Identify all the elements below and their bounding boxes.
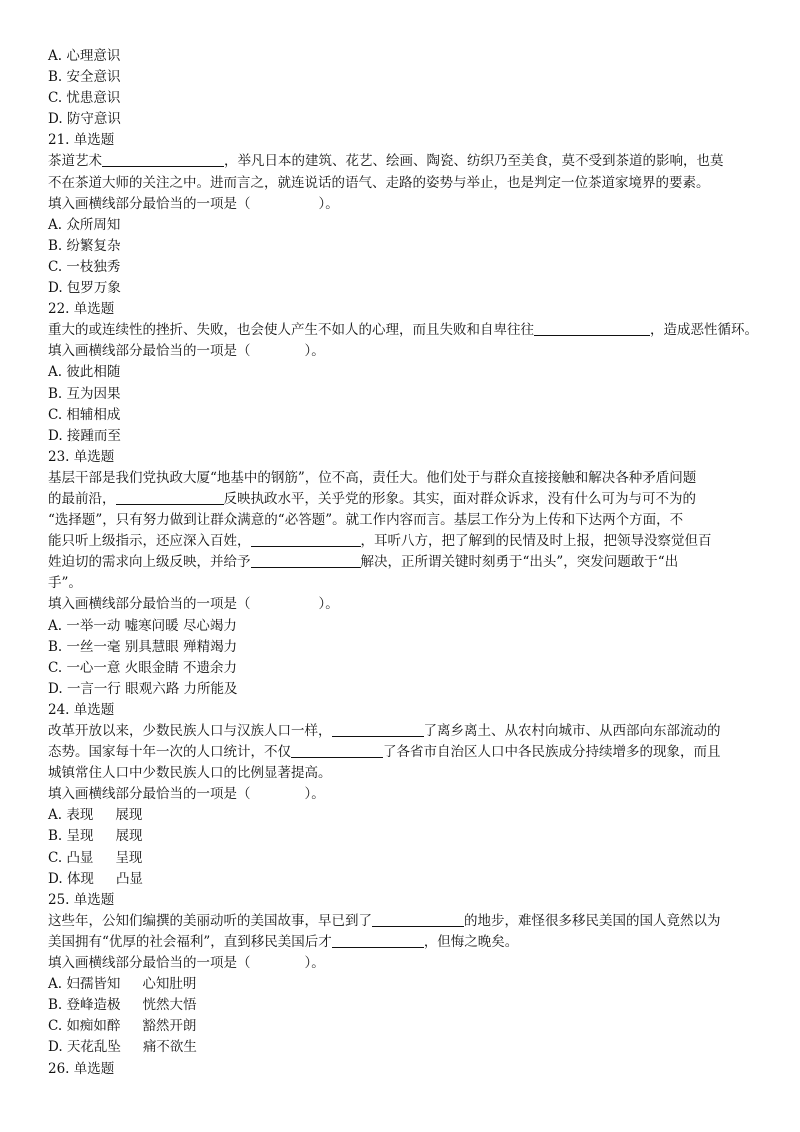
option-b	[48, 995, 760, 1016]
option-d: D. 接踵而至	[48, 427, 121, 444]
question-stem-line	[48, 320, 760, 341]
question-stem-line	[48, 742, 760, 763]
question-stem-line	[48, 531, 760, 552]
option-letter: C.	[48, 659, 63, 676]
stem-text: 重大的或连续性的挫折、失败，也会使人产生不如人的心理，而且失败和自卑往往	[48, 322, 534, 339]
option-d	[48, 869, 760, 890]
option-c	[48, 1016, 760, 1037]
option-a	[48, 616, 760, 637]
option-word: 恍然大悟	[142, 997, 197, 1014]
option-letter: A.	[48, 976, 63, 993]
option-word: 不遗余力	[183, 659, 238, 676]
stem-text: ，举凡日本的建筑、花艺、绘画、陶瓷、纺织乃至美食，莫不受到茶道的影响，也莫	[224, 153, 724, 170]
question-header: 25. 单选题	[48, 891, 115, 908]
question-header: 23. 单选题	[48, 448, 115, 465]
question-stem-line: 手”。	[48, 575, 82, 592]
question-prompt	[48, 594, 760, 615]
option-word: 心知肚明	[142, 976, 197, 993]
stem-text: 了各省市自治区人口中各民族成分持续增多的现象，而且	[383, 744, 721, 761]
stem-text: 美国拥有“优厚的社会福利”，直到移民美国后才	[48, 933, 332, 950]
option-word: 呈现	[66, 828, 94, 845]
stem-text: ，但悔之晚矣。	[423, 933, 519, 950]
option-letter: B.	[48, 638, 63, 655]
stem-text: 茶道艺术	[48, 153, 102, 170]
option-letter: D.	[48, 680, 63, 697]
question-stem-line	[48, 932, 760, 953]
option-c: C. 忧患意识	[48, 90, 121, 107]
question-header: 24. 单选题	[48, 701, 115, 718]
stem-text: ，耳听八方，把了解到的民情及时上报，把领导没察觉但百	[360, 533, 712, 550]
question-header: 26. 单选题	[48, 1060, 115, 1077]
option-word: 痛不欲生	[142, 1039, 197, 1056]
option-word: 一言一行	[66, 680, 121, 697]
option-a: A. 彼此相随	[48, 364, 121, 381]
option-b: B. 互为因果	[48, 385, 121, 402]
option-word: 豁然开朗	[142, 1018, 197, 1035]
option-word: 展现	[115, 807, 143, 824]
question-stem-line: 不在茶道大师的关注之中。进而言之，就连说话的语气、走路的姿势与举止，也是判定一位茶道家境界的要素。	[48, 174, 710, 191]
option-word: 展现	[115, 828, 143, 845]
option-a: A. 众所周知	[48, 216, 121, 233]
stem-text: 姓迫切的需求向上级反映，并给予	[48, 554, 251, 571]
option-a	[48, 974, 760, 995]
answer-blank	[332, 933, 424, 948]
prompt-text: 填入画横线部分最恰当的一项是（	[48, 195, 251, 212]
option-word: 呈现	[115, 849, 143, 866]
stem-text: 态势。国家每十年一次的人口统计，不仅	[48, 744, 291, 761]
question-stem-line: 城镇常住人口中少数民族人口的比例显著提高。	[48, 765, 332, 782]
answer-blank	[116, 490, 224, 505]
option-d: D. 防守意识	[48, 111, 121, 128]
option-c	[48, 658, 760, 679]
option-word: 眼观六路	[125, 680, 180, 697]
question-stem-line	[48, 552, 760, 573]
option-word: 如痴如醉	[66, 1018, 121, 1035]
question-stem-line	[48, 911, 760, 932]
stem-text: 这些年，公知们编撰的美丽动听的美国故事，早已到了	[48, 912, 372, 929]
option-word: 登峰造极	[66, 997, 121, 1014]
prompt-text: 填入画横线部分最恰当的一项是（	[48, 343, 251, 360]
answer-blank	[372, 912, 464, 927]
option-word: 嘘寒问暖	[124, 617, 179, 634]
option-word: 一丝一毫	[66, 638, 121, 655]
option-b: B. 纷繁复杂	[48, 237, 121, 254]
option-word: 尽心竭力	[182, 617, 237, 634]
option-word: 殚精竭力	[183, 638, 238, 655]
answer-blank	[291, 743, 383, 758]
question-header: 22. 单选题	[48, 301, 115, 318]
option-d	[48, 1037, 760, 1058]
answer-blank	[534, 321, 650, 336]
stem-text: 的地步，难怪很多移民美国的国人竟然以为	[464, 912, 721, 929]
stem-text: 能只听上级指示，还应深入百姓，	[48, 533, 251, 550]
question-list	[48, 46, 760, 1080]
prompt-text: 填入画横线部分最恰当的一项是（	[48, 786, 251, 803]
answer-blank	[251, 532, 361, 547]
question-stem-line: 基层干部是我们党执政大厦“地基中的钢筋”，位不高，责任大。他们处于与群众直接接触和解决各种矛盾问题	[48, 469, 697, 486]
stem-text: 解决，正所谓关键时刻勇于“出头”，突发问题敢于“出	[360, 554, 679, 571]
answer-blank	[332, 722, 424, 737]
option-a: A. 心理意识	[48, 48, 121, 64]
stem-text: 改革开放以来，少数民族人口与汉族人口一样，	[48, 723, 332, 739]
option-b: B. 安全意识	[48, 69, 121, 86]
prompt-text: 填入画横线部分最恰当的一项是（	[48, 596, 251, 613]
stem-text: 了离乡离土、从农村向城市、从西部向东部流动的	[423, 723, 721, 739]
option-letter: D.	[48, 870, 63, 887]
option-letter: C.	[48, 849, 63, 866]
answer-blank	[102, 152, 224, 167]
question-prompt	[48, 341, 760, 362]
prompt-text: ）。	[304, 786, 325, 803]
prompt-text: 填入画横线部分最恰当的一项是（	[48, 955, 251, 972]
option-d: D. 包罗万象	[48, 280, 121, 297]
question-header: 21. 单选题	[48, 132, 115, 149]
question-stem-line	[48, 151, 760, 172]
answer-blank	[251, 553, 361, 568]
option-word: 凸显	[66, 849, 94, 866]
option-word: 妇孺皆知	[66, 976, 121, 993]
option-letter: B.	[48, 828, 63, 845]
option-b	[48, 826, 760, 847]
option-word: 体现	[66, 870, 94, 887]
option-letter: C.	[48, 1018, 63, 1035]
stem-text: 的最前沿，	[48, 490, 116, 507]
question-stem-line: “选择题”，只有努力做到让群众满意的“必答题”。就工作内容而言。基层工作分为上传和下达两个方面，不	[48, 512, 684, 529]
option-letter: A.	[48, 617, 63, 634]
option-b	[48, 637, 760, 658]
prompt-text: ）。	[318, 195, 339, 212]
question-prompt	[48, 784, 760, 805]
option-word: 凸显	[115, 870, 143, 887]
option-letter: A.	[48, 807, 63, 824]
question-prompt	[48, 953, 760, 974]
option-c: C. 相辅相成	[48, 406, 121, 423]
option-letter: D.	[48, 1039, 63, 1056]
option-letter: B.	[48, 997, 63, 1014]
option-word: 力所能及	[183, 680, 238, 697]
option-word: 表现	[66, 807, 94, 824]
option-word: 一心一意	[66, 659, 121, 676]
prompt-text: ）。	[318, 596, 339, 613]
question-stem-line	[48, 489, 760, 510]
prompt-text: ）。	[304, 343, 325, 360]
stem-text: 反映执政水平，关乎党的形象。其实，面对群众诉求，没有什么可为与可不为的	[223, 490, 696, 507]
option-d	[48, 679, 760, 700]
option-word: 天花乱坠	[66, 1039, 121, 1056]
option-word: 一举一动	[66, 617, 121, 634]
question-stem-line	[48, 721, 760, 742]
stem-text: ，造成恶性循环。	[650, 322, 758, 339]
option-word: 火眼金睛	[124, 659, 179, 676]
prompt-text: ）。	[304, 955, 325, 972]
question-prompt	[48, 194, 760, 215]
option-word: 别具慧眼	[124, 638, 179, 655]
option-c: C. 一枝独秀	[48, 258, 121, 275]
option-c	[48, 848, 760, 869]
option-a	[48, 805, 760, 826]
